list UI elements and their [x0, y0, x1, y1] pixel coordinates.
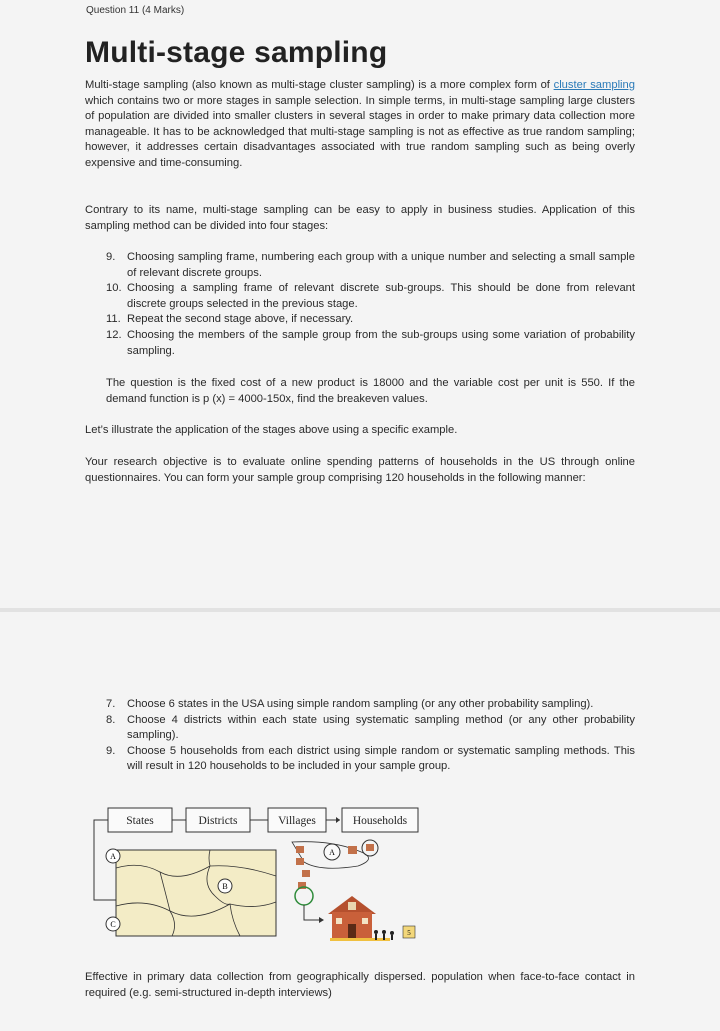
cluster-sampling-link[interactable]: cluster sampling: [553, 79, 635, 91]
question-header: Question 11 (4 Marks): [86, 5, 185, 16]
connector-line: [304, 905, 320, 920]
example-steps-list: [106, 697, 635, 775]
arrow-head: [336, 817, 340, 823]
household-count-badge: [403, 926, 415, 938]
list-number: 11.: [106, 313, 121, 326]
districts-label: Districts: [198, 815, 238, 827]
list-text: Choose 4 districts within each state using systematic sampling method (or any other probability sampling).: [127, 713, 635, 742]
list-text: Choose 6 states in the USA using simple random sampling (or any other probability sampling).: [127, 698, 594, 710]
intro-paragraph: [85, 78, 635, 172]
objective-paragraph: Your research objective is to evaluate online spending patterns of households in the US through online questionnaires. You can form your sample group comprising 120 households in the following manner:: [85, 456, 635, 484]
page-2: [0, 612, 720, 1031]
list-item: [106, 697, 635, 713]
state-map: [116, 850, 276, 936]
multistage-diagram: [90, 806, 430, 956]
villages-label: Villages: [278, 815, 316, 827]
conclusion-paragraph: Effective in primary data collection from geographically dispersed. population when face-to-face contact in required (e.g. semi-structured in-depth interviews): [85, 971, 635, 999]
villages-box: [268, 808, 326, 832]
page-title: Multi-stage sampling: [85, 36, 388, 69]
list-text: Choosing sampling frame, numbering each group with a unique number and selecting a small sample of relevant discrete groups.: [127, 251, 635, 279]
list-text: Repeat the second stage above, if necessary.: [127, 313, 354, 326]
marker-c: [106, 917, 120, 931]
question-text: The question is the fixed cost of a new product is 18000 and the variable cost per unit is 550. If the demand function is p (x) = 4000-150x, find the breakeven values.: [106, 377, 635, 405]
illustrate-paragraph: Let’s illustrate the application of the stages above using a specific example.: [85, 424, 458, 436]
list-number: 8.: [106, 713, 116, 726]
intro-text-end: which contains two or more stages in sample selection. In simple terms, in multi-stage sampling large clusters of population are divided into smaller clusters in several stages in order to make primary data collection more manageable. It has to be acknowledged that multi-stage sampling is not as effective as true random sampling; however, it addresses certain disadvantages associated with true random sampling such as being overly expensive and time-consuming.: [85, 94, 635, 169]
intro-text-start: Multi-stage sampling (also known as multi-stage cluster sampling) is a more complex form of: [85, 79, 554, 91]
list-text: Choosing the members of the sample group from the sub-groups using some variation of probability sampling.: [127, 328, 635, 357]
list-item: [106, 713, 635, 744]
districts-box: [186, 808, 250, 832]
list-text: Choose 5 households from each district using simple random or systematic sampling methods. This will result in 120 households to be included in your sample group.: [127, 744, 635, 773]
marker-b: [218, 879, 232, 893]
marker-c-label: C: [110, 920, 116, 929]
list-number: 10.: [106, 282, 122, 295]
marker-b-label: B: [222, 882, 228, 891]
marker-a: [106, 849, 120, 863]
states-box: [108, 808, 172, 832]
list-text: Choosing a sampling frame of relevant discrete sub-groups. This should be done from relevant discrete groups selected in the previous stage.: [127, 282, 635, 310]
household-building-icon: [328, 896, 390, 941]
list-item: [106, 312, 635, 328]
states-label: States: [126, 815, 154, 827]
marker-a-label: A: [110, 852, 116, 861]
list-number: 7.: [106, 698, 116, 710]
village-a-label: A: [329, 848, 335, 857]
list-item: [106, 281, 635, 312]
household-count-label: 5: [407, 929, 411, 937]
list-number: 9.: [106, 744, 116, 757]
list-item: [106, 744, 635, 775]
arrow-head: [319, 917, 324, 923]
list-item: [106, 328, 635, 359]
list-item: [106, 250, 635, 281]
households-label: Households: [352, 815, 408, 827]
selected-village-ring: [295, 887, 313, 905]
list-number: 9.: [106, 251, 116, 263]
stages-list: [106, 250, 635, 359]
contrary-paragraph: Contrary to its name, multi-stage sampling can be easy to apply in business studies. Application of this sampling method can be divided into four stages:: [85, 204, 635, 232]
people-icon: [374, 930, 394, 940]
list-number: 12.: [106, 328, 122, 341]
households-box: [342, 808, 418, 832]
